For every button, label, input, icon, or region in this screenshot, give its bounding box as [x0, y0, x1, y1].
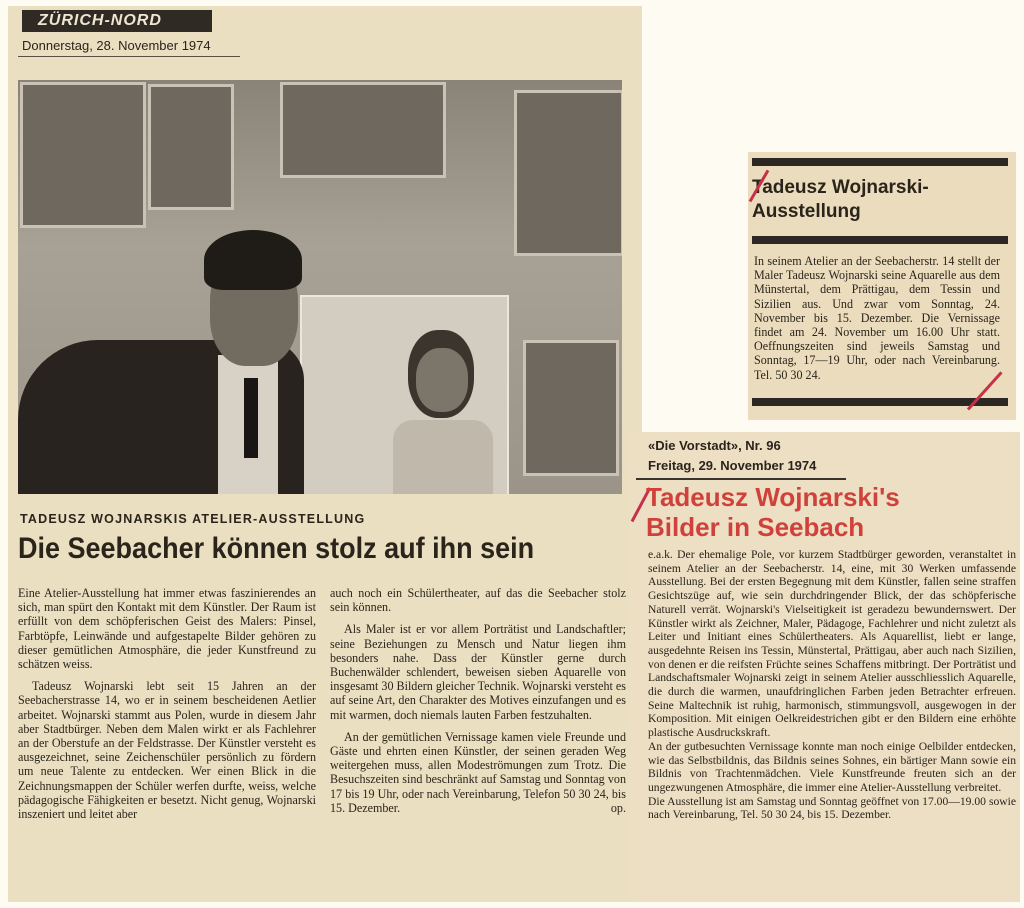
portrait-face	[416, 348, 468, 412]
source-rule	[636, 478, 846, 480]
article-kicker: TADEUSZ WOJNARSKIS ATELIER-AUSSTELLUNG	[20, 512, 366, 526]
paragraph: auch noch ein Schülertheater, auf das die Seebacher stolz sein können.	[330, 586, 626, 615]
article-headline: Die Seebacher können stolz auf ihn sein	[18, 532, 535, 565]
masthead-zuerich-nord: ZÜRICH-NORD	[22, 10, 212, 32]
painting-frame	[514, 90, 622, 256]
painting-frame	[20, 82, 146, 228]
paragraph: Tadeusz Wojnarski lebt seit 15 Jahren an der Seebacherstrasse 14, wo er in seinem bescheidenen Aetlier arbeitet. Wojnarski stammt aus Polen, wurde in diesem Jahr aber Stadtbürger. Neben dem Malen wirkt er als Fachlehrer an der Oberstufe an der Feldstrasse. Der Künstler versteht es ausgezeichnet, seine Zeichenschüler persönlich zu fördern um neue Talente zu entdecken. Wer einen Blick in die Zeichnungsmappen der Schüler werfen durfte, weiss, welche pädagogische Fähigkeiten er besetzt. Nicht genug, Wojnarski inszeniert und leitet aber	[18, 679, 316, 822]
paragraph: In seinem Atelier an der Seebacherstr. 14 stellt der Maler Tadeusz Wojnarski seine Aquarelle aus dem Münstertal, dem Prättigau, dem Tessin und Sizilien aus. Und zwar vom Sonntag, 24. November bis 15. Dezember. Die Vernissage findet am 24. November um 16.00 Uhr statt. Oeffnungszeiten sind jeweils Samstag und Sonntag, 17—19 Uhr, oder nach Vereinbarung. Tel. 50 30 24.	[754, 254, 1000, 382]
artist-hair	[204, 230, 302, 290]
vorstadt-body	[648, 548, 1016, 822]
announcement-headline: Tadeusz Wojnarski-Ausstellung	[752, 177, 929, 222]
paragraph: An der gemütlichen Vernissage kamen viele Freunde und Gäste und ehrten einen Künstler, der seinen geraden Weg weitergehen muss, allen Modeströmungen zum Trotz. Die Besuchszeiten sind beschränkt auf Samstag und Sonntag von 17 bis 19 Uhr, oder nach Vereinbarung, Telefon 50 30 24, bis 15. Dezember.	[330, 729, 626, 815]
painting-frame	[280, 82, 446, 178]
issue-date: Freitag, 29. November 1974	[648, 458, 817, 473]
paragraph: Die Ausstellung ist am Samstag und Sonntag geöffnet von 17.00—19.00 sowie nach Vereinbarung, Tel. 50 30 24, bis 15. Dezember.	[648, 794, 1016, 822]
source-line: «Die Vorstadt», Nr. 96	[648, 438, 781, 453]
article-column-2	[330, 586, 626, 815]
paragraph: An der gutbesuchten Vernissage konnte man noch einige Oelbilder entdecken, wie das Selbstbildnis, das Bildnis seines Sohnes, ein bärtiger Mann sowie ein Bildnis von Trachtenmädchen. Viele Kunstfreunde freuten sich an der ungezwungenen Atmosphäre, die immer eine Atelier-Ausstellung verbreitet.	[648, 739, 1016, 794]
author-initials: op.	[610, 801, 626, 816]
announcement-body	[754, 254, 1000, 382]
paragraph: Eine Atelier-Ausstellung hat immer etwas faszinierendes an sich, man spürt den Kontakt mit dem Künstler. Der Raum ist erfüllt von dem schöpferischen Geist des Malers: Pinsel, Farbtöpfe, Leinwände und aufgestapelte Bilder gehören zu dieser gemütlichen Atmosphäre, die jeder Kunstfreund zu schätzen weiss.	[18, 586, 316, 672]
paragraph: Als Maler ist er vor allem Porträtist und Landschaftler; seine Beziehungen zu Mensch und Natur liegen ihm besonders nahe. Dass der Künstler gerne durch Buchenwälder schlendert, beweisen sieben Aquarelle von insgesamt 30 Bildern gleicher Technik. Wojnarski versteht es auf seine Art, den Charakter des Motives einzufangen und es mit warmen, doch niemals lauten Farben festzuhalten.	[330, 622, 626, 722]
masthead-date: Donnerstag, 28. November 1974	[22, 38, 211, 53]
top-bar	[752, 158, 1008, 166]
artist-tie	[244, 378, 258, 458]
mid-bar	[752, 236, 1008, 244]
vorstadt-headline	[646, 482, 1006, 542]
article-column-1	[18, 586, 316, 821]
painting-frame	[523, 340, 619, 476]
artist-photo	[18, 80, 622, 494]
portrait-shirt	[393, 420, 493, 494]
paragraph: e.a.k. Der ehemalige Pole, vor kurzem Stadtbürger geworden, veranstaltet in seinem Atelier an der Seebacherstr. 14, eine, mit 30 Werken umfassende Ausstellung. Bei der ersten Begegnung mit dem Künstler, fallen seine straffen Gesichtszüge auf, wie sein durchdringender Blick, der das schöpferische Naturell verrät. Wojnarski's Vielseitigkeit ist geradezu bewundernswert. Der Künstler wirkt als Zeichner, Maler, Pädagoge, Fachlehrer und nicht zuletzt als Leiter und Initiant eines Schülertheaters. Als Aquarellist, liebt er lange, ausgedehnte Reisen ins Tessin, Münstertal, Prättigau, aber auch nach Sizilien, von denen er die reifsten Früchte seines Schaffens mitbringt. Der Porträtist und Landschaftsmaler Wojnarski zeigt in seinem Atelier ausschliesslich Aquarelle, die durch die warmen, unaufdringlichen Farben jeden Betrachter erfreuen. Seine Maltechnik ist ruhig, harmonisch, stimmungsvoll, ausgewogen in der Komposition. Mit einigen Oelkreidestrichen gibt er den Bildern eine erhöhte plastische Ausdruckskraft.	[648, 548, 1016, 740]
masthead-rule	[18, 56, 240, 57]
headline-line: Bilder in Seebach	[646, 512, 865, 542]
painting-frame	[148, 84, 234, 210]
headline-line: Tadeusz Wojnarski's	[646, 482, 900, 512]
